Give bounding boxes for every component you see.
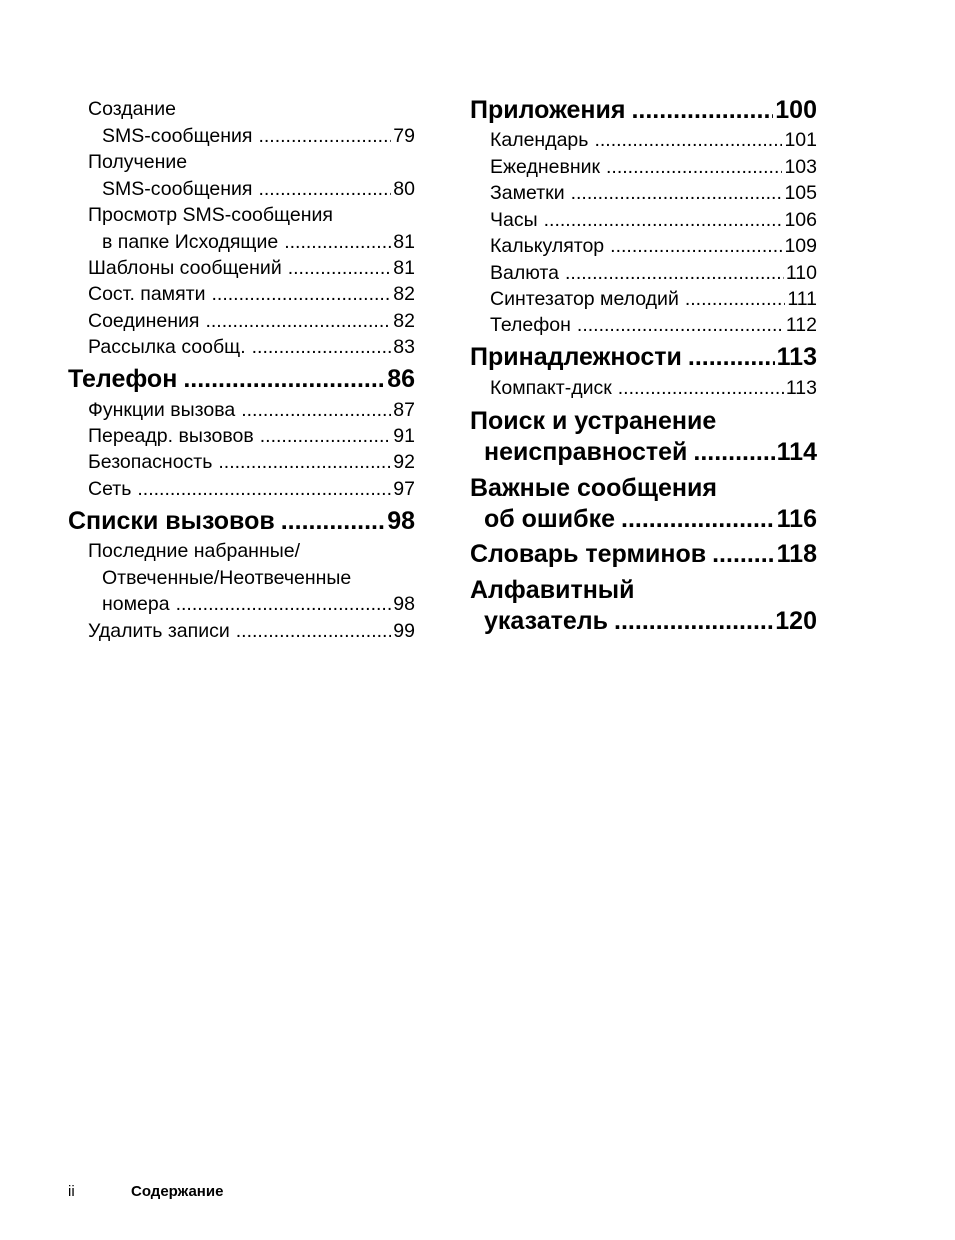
toc-entry-label: Рассылка сообщ. xyxy=(88,336,246,358)
toc-page-number: 118 xyxy=(776,540,817,568)
toc-entry-calculator[interactable] xyxy=(470,233,817,260)
toc-entry-label: Календарь xyxy=(490,129,589,151)
toc-page-number: 101 xyxy=(784,129,817,151)
toc-heading-error-messages[interactable] xyxy=(470,473,817,535)
toc-heading-label: Поиск и устранение xyxy=(470,407,717,435)
toc-heading-label: Списки вызовов xyxy=(68,507,275,535)
toc-heading-applications[interactable] xyxy=(470,95,817,126)
toc-heading-glossary[interactable] xyxy=(470,539,817,570)
toc-entry-create-sms[interactable] xyxy=(68,96,415,149)
leader-dots xyxy=(544,207,783,234)
toc-page-number: 82 xyxy=(393,310,415,332)
leader-dots xyxy=(614,606,773,637)
toc-heading-label: Телефон xyxy=(68,365,178,393)
toc-entry-call-functions[interactable] xyxy=(68,397,415,424)
leader-dots xyxy=(571,180,783,207)
toc-heading-label: Приложения xyxy=(470,96,626,124)
leader-dots xyxy=(205,308,391,335)
toc-heading-label: Важные сообщения xyxy=(470,474,717,502)
leader-dots xyxy=(183,364,385,395)
toc-entry-call-forward[interactable] xyxy=(68,423,415,450)
toc-page-number: 100 xyxy=(775,96,817,124)
toc-entry-label: номера xyxy=(102,593,170,615)
toc-page-number: 112 xyxy=(785,314,817,336)
toc-entry-delete-records[interactable] xyxy=(68,618,415,645)
toc-entry-composer[interactable] xyxy=(470,286,817,313)
toc-entry-label: Создание xyxy=(88,98,176,120)
toc-heading-phone[interactable] xyxy=(68,364,415,395)
toc-heading-index[interactable] xyxy=(470,575,817,637)
toc-page-number: 120 xyxy=(775,607,817,635)
toc-entry-label: Просмотр SMS-сообщения xyxy=(88,204,333,226)
toc-page-number: 98 xyxy=(393,593,415,615)
toc-entry-label: Отвеченные/Неотвеченные xyxy=(102,566,352,589)
leader-dots xyxy=(288,255,392,282)
toc-page-number: 81 xyxy=(393,257,415,279)
toc-entry-label: Функции вызова xyxy=(88,399,236,421)
toc-entry-label: Переадр. вызовов xyxy=(88,425,254,447)
toc-entry-templates[interactable] xyxy=(68,255,415,282)
toc-entry-label: Удалить записи xyxy=(88,620,230,642)
toc-entry-label: Получение xyxy=(88,151,188,173)
toc-heading-label: указатель xyxy=(484,607,609,635)
toc-entry-calendar[interactable] xyxy=(470,127,817,154)
leader-dots xyxy=(258,176,391,203)
toc-page-number: 82 xyxy=(393,283,415,305)
toc-heading-label: неисправностей xyxy=(484,438,688,466)
toc-page-number: 103 xyxy=(784,156,817,178)
toc-entry-label: Сост. памяти xyxy=(88,283,206,305)
leader-dots xyxy=(258,123,391,150)
leader-dots xyxy=(631,95,773,126)
toc-entry-currency[interactable] xyxy=(470,260,817,287)
leader-dots xyxy=(565,260,784,287)
toc-entry-broadcast[interactable] xyxy=(68,334,415,361)
leader-dots xyxy=(618,375,784,402)
leader-dots xyxy=(260,423,392,450)
leader-dots xyxy=(137,476,391,503)
leader-dots xyxy=(610,233,782,260)
toc-heading-label: Алфавитный xyxy=(470,576,635,604)
toc-entry-label: Заметки xyxy=(490,182,565,204)
toc-heading-call-lists[interactable] xyxy=(68,506,415,537)
toc-heading-accessories[interactable] xyxy=(470,342,817,373)
leader-dots xyxy=(606,154,782,181)
leader-dots xyxy=(241,397,391,424)
toc-page-number: 116 xyxy=(776,505,817,533)
toc-page-number: 113 xyxy=(785,377,817,399)
toc-entry-label: Соединения xyxy=(88,310,200,332)
leader-dots xyxy=(685,286,786,313)
leader-dots xyxy=(284,229,391,256)
toc-page-number: 92 xyxy=(393,451,415,473)
toc-page-number: 99 xyxy=(393,620,415,642)
toc-entry-memory[interactable] xyxy=(68,281,415,308)
leader-dots xyxy=(211,281,391,308)
leader-dots xyxy=(594,127,782,154)
toc-entry-cd[interactable] xyxy=(470,375,817,402)
toc-page-number: 83 xyxy=(393,336,415,358)
toc-page-number: 87 xyxy=(393,399,415,421)
leader-dots xyxy=(281,506,385,537)
toc-entry-label: Сеть xyxy=(88,478,132,500)
toc-entry-connections[interactable] xyxy=(68,308,415,335)
leader-dots xyxy=(176,591,392,618)
toc-heading-label: об ошибке xyxy=(484,505,615,533)
footer-section-title: Содержание xyxy=(131,1183,224,1200)
toc-entry-label: Безопасность xyxy=(88,451,213,473)
toc-entry-recent-numbers[interactable] xyxy=(68,538,415,618)
toc-page-number: 114 xyxy=(776,438,817,466)
toc-page-number: 91 xyxy=(393,425,415,447)
leader-dots xyxy=(218,449,391,476)
toc-heading-label: Словарь терминов xyxy=(470,540,707,568)
toc-entry-planner[interactable] xyxy=(470,154,817,181)
toc-entry-label: Ежедневник xyxy=(490,156,601,178)
footer-page-number: ii xyxy=(68,1183,75,1200)
toc-entry-label: Телефон xyxy=(490,314,571,336)
toc-entry-label: Последние набранные/ xyxy=(88,540,300,562)
toc-page-number: 113 xyxy=(776,343,817,371)
toc-page-number: 80 xyxy=(393,177,415,200)
toc-page-number: 111 xyxy=(787,288,817,310)
leader-dots xyxy=(236,618,392,645)
leader-dots xyxy=(712,539,775,570)
leader-dots xyxy=(693,437,774,468)
toc-heading-label: Принадлежности xyxy=(470,343,682,371)
toc-entry-notes[interactable] xyxy=(470,180,817,207)
toc-heading-troubleshooting[interactable] xyxy=(470,406,817,468)
toc-entry-network[interactable] xyxy=(68,476,415,503)
toc-entry-label: Валюта xyxy=(490,262,559,284)
leader-dots xyxy=(252,334,392,361)
toc-page-number: 110 xyxy=(785,262,817,284)
toc-entry-label: Калькулятор xyxy=(490,235,605,257)
toc-entry-label: в папке Исходящие xyxy=(102,230,279,253)
leader-dots xyxy=(577,312,784,339)
toc-entry-clock[interactable] xyxy=(470,207,817,234)
toc-page-number: 97 xyxy=(393,478,415,500)
leader-dots xyxy=(621,504,775,535)
toc-page-number: 98 xyxy=(387,507,415,535)
toc-page-number: 105 xyxy=(784,182,817,204)
toc-entry-label: Шаблоны сообщений xyxy=(88,257,282,279)
toc-entry-label: SMS-сообщения xyxy=(102,177,253,200)
toc-entry-label: Синтезатор мелодий xyxy=(490,288,679,310)
toc-entry-view-outbox[interactable] xyxy=(68,202,415,255)
leader-dots xyxy=(688,342,775,373)
toc-page-number: 109 xyxy=(784,235,817,257)
toc-entry-label: Компакт-диск xyxy=(490,377,612,399)
toc-page-number: 81 xyxy=(393,230,415,253)
toc-entry-label: Часы xyxy=(490,209,538,231)
toc-entry-phone[interactable] xyxy=(470,312,817,339)
toc-page-number: 106 xyxy=(784,209,817,231)
toc-entry-security[interactable] xyxy=(68,449,415,476)
toc-entry-receive-sms[interactable] xyxy=(68,149,415,202)
toc-page-number: 79 xyxy=(393,124,415,147)
toc-entry-label: SMS-сообщения xyxy=(102,124,253,147)
toc-page-number: 86 xyxy=(387,365,415,393)
